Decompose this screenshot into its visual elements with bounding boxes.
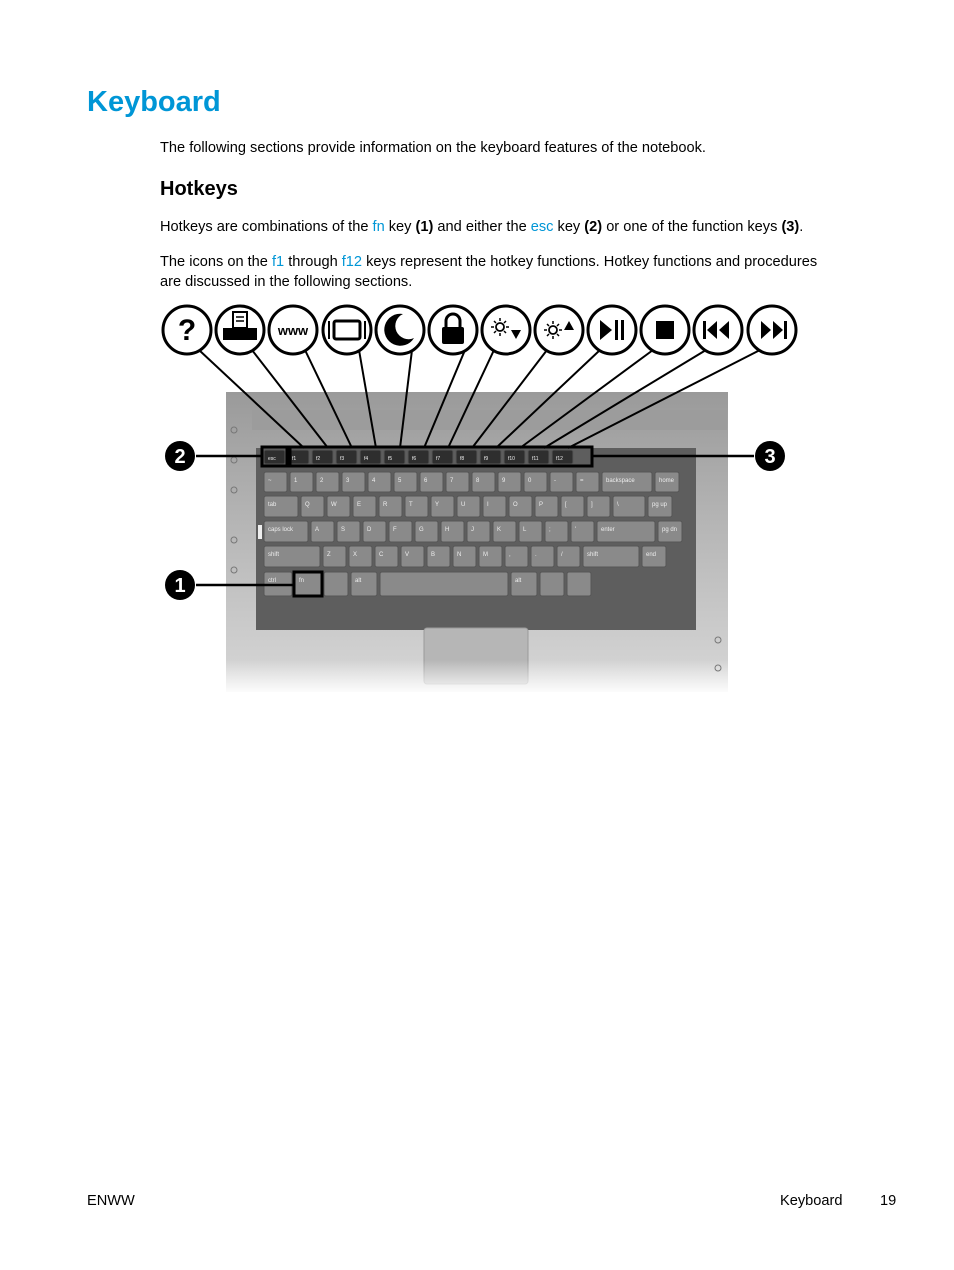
key-label: D — [367, 527, 372, 533]
key-label: home — [659, 478, 675, 484]
key-label: alt — [355, 578, 362, 584]
key-r — [379, 496, 402, 517]
callout-1-label: 1 — [174, 575, 186, 597]
key-n — [453, 546, 476, 567]
key-label: A — [315, 527, 320, 533]
key-label: f2 — [316, 456, 321, 462]
key-label: 5 — [398, 478, 402, 484]
key-- — [561, 496, 584, 517]
key-shift — [583, 546, 639, 567]
key-- — [587, 496, 610, 517]
key-f10 — [504, 450, 525, 464]
key-3 — [342, 472, 365, 492]
key-label: R — [383, 502, 388, 508]
key-label: tab — [268, 502, 277, 508]
key-f2 — [312, 450, 333, 464]
key-label: pg dn — [662, 527, 678, 533]
www-icon — [269, 306, 317, 354]
key-alt — [351, 572, 377, 596]
key-- — [550, 472, 573, 492]
key-f7 — [432, 450, 453, 464]
key-s — [337, 521, 360, 542]
key-label: f12 — [556, 456, 563, 462]
key-f — [389, 521, 412, 542]
key-label: = — [580, 478, 584, 484]
key-label: P — [539, 502, 544, 508]
key-f6 — [408, 450, 429, 464]
previous-track-icon — [694, 306, 742, 354]
key-shift — [264, 546, 320, 567]
key-label: / — [561, 552, 563, 558]
footer-section-title: Keyboard — [780, 1193, 843, 1209]
key-7 — [446, 472, 469, 492]
key-label: end — [646, 552, 657, 558]
key-label: 3 — [346, 478, 350, 484]
hotkey-icons — [163, 306, 796, 354]
key-a — [311, 521, 334, 542]
key-label: ; — [549, 527, 551, 533]
key-label: shift — [587, 552, 599, 558]
key-label: \ — [617, 502, 619, 508]
key-label: S — [341, 527, 346, 533]
key-f9 — [480, 450, 501, 464]
key-label: ' — [575, 527, 577, 533]
key-d — [363, 521, 386, 542]
callout-ref-1: (1) — [415, 219, 434, 235]
text-segment: or one of the function keys — [602, 219, 782, 235]
f12-link[interactable]: f12 — [341, 254, 363, 270]
key-x — [349, 546, 372, 567]
key-w — [327, 496, 350, 517]
key-label: J — [471, 527, 474, 533]
key-- — [264, 472, 287, 492]
f1-link[interactable]: f1 — [271, 254, 285, 270]
key-label: M — [483, 552, 488, 558]
key-- — [613, 496, 645, 517]
key-label: K — [497, 527, 502, 533]
key-label: enter — [601, 527, 615, 533]
key-2 — [316, 472, 339, 492]
key-f4 — [360, 450, 381, 464]
key-enter — [597, 521, 655, 542]
key-1 — [290, 472, 313, 492]
key-- — [571, 521, 594, 542]
key-label: 9 — [502, 478, 506, 484]
key-label: X — [353, 552, 358, 558]
key-label: f9 — [484, 456, 489, 462]
key-label: V — [405, 552, 410, 558]
key-label: 2 — [320, 478, 324, 484]
key-label: E — [357, 502, 362, 508]
key-9 — [498, 472, 521, 492]
key-- — [505, 546, 528, 567]
key-6 — [420, 472, 443, 492]
key-label: f7 — [436, 456, 441, 462]
key-m — [479, 546, 502, 567]
key-fn — [295, 572, 321, 596]
text-segment: The icons on the — [160, 254, 272, 270]
key-l — [519, 521, 542, 542]
key-8 — [472, 472, 495, 492]
key-4 — [368, 472, 391, 492]
key-label: f11 — [532, 456, 539, 462]
key-label: alt — [515, 578, 522, 584]
key-label: f4 — [364, 456, 369, 462]
key-label: ~ — [268, 478, 272, 484]
key-y — [431, 496, 454, 517]
text-segment: . — [799, 219, 804, 235]
hotkeys-paragraph — [160, 218, 803, 237]
key-p — [535, 496, 558, 517]
key-blank — [380, 572, 508, 596]
key-z — [323, 546, 346, 567]
text-segment: keys represent the hotkey functions. Hotkey functions and procedures are discussed in the following sections. — [160, 254, 818, 290]
key-f5 — [384, 450, 405, 464]
key-label: f3 — [340, 456, 345, 462]
key-label: f10 — [508, 456, 515, 462]
key-label: . — [535, 552, 537, 558]
key-0 — [524, 472, 547, 492]
intro-paragraph: The following sections provide information on the keyboard features of the notebook. — [160, 140, 706, 156]
brightness-up-icon — [535, 306, 583, 354]
key-- — [557, 546, 580, 567]
key-label: 0 — [528, 478, 532, 484]
key-j — [467, 521, 490, 542]
key-label: B — [431, 552, 436, 558]
callout-ref-2: (2) — [584, 219, 603, 235]
key-label: H — [445, 527, 450, 533]
play-pause-icon — [588, 306, 636, 354]
callout-ref-3: (3) — [781, 219, 800, 235]
key-- — [531, 546, 554, 567]
key-label: f5 — [388, 456, 393, 462]
key-h — [441, 521, 464, 542]
key-home — [655, 472, 679, 492]
key-label: C — [379, 552, 384, 558]
esc-link[interactable]: esc — [530, 219, 554, 235]
key-v — [401, 546, 424, 567]
key-label: 7 — [450, 478, 454, 484]
key-caps-lock — [264, 521, 308, 542]
callout-3-label: 3 — [764, 446, 776, 468]
brightness-down-icon — [482, 306, 530, 354]
key-alt — [511, 572, 537, 596]
key-label: I — [487, 502, 489, 508]
key-label: Q — [305, 502, 310, 508]
key-label: Z — [327, 552, 331, 558]
text-segment: key — [384, 219, 416, 235]
footer-left: ENWW — [87, 1193, 135, 1209]
key-- — [576, 472, 599, 492]
key-backspace — [602, 472, 652, 492]
key-label: U — [461, 502, 466, 508]
key-label: 8 — [476, 478, 480, 484]
key-label: fn — [299, 578, 305, 584]
laptop-deck — [226, 392, 728, 695]
key-b — [427, 546, 450, 567]
text-segment: key — [553, 219, 585, 235]
key-blank — [324, 572, 348, 596]
svg-text:?: ? — [177, 314, 197, 347]
key-pg-dn — [658, 521, 682, 542]
key-label: caps lock — [268, 527, 294, 533]
key-5 — [394, 472, 417, 492]
stop-icon — [641, 306, 689, 354]
print-icon — [216, 306, 264, 354]
key-u — [457, 496, 480, 517]
key-label: f6 — [412, 456, 417, 462]
lock-icon — [429, 306, 477, 354]
key-label: N — [457, 552, 462, 558]
text-segment: through — [284, 254, 342, 270]
key-label: f1 — [292, 456, 297, 462]
key-label: T — [409, 502, 413, 508]
text-segment: and either the — [433, 219, 531, 235]
key-f8 — [456, 450, 477, 464]
text-segment: Hotkeys are combinations of the — [160, 219, 373, 235]
sleep-icon — [376, 306, 424, 354]
key-label: f8 — [460, 456, 465, 462]
key-label: O — [513, 502, 518, 508]
key-c — [375, 546, 398, 567]
key-q — [301, 496, 324, 517]
key-label: backspace — [606, 478, 635, 484]
key-t — [405, 496, 428, 517]
key-label: , — [509, 552, 511, 558]
page-number: 19 — [880, 1193, 897, 1209]
keyboard-figure — [160, 300, 810, 695]
key-f11 — [528, 450, 549, 464]
key-label: pg up — [652, 502, 668, 508]
key-i — [483, 496, 506, 517]
key-esc — [264, 450, 285, 464]
key-label: [ — [565, 502, 567, 508]
key-f3 — [336, 450, 357, 464]
key-label: G — [419, 527, 424, 533]
key-g — [415, 521, 438, 542]
key-label: ctrl — [268, 578, 276, 584]
icons-paragraph — [160, 252, 820, 292]
key-label: shift — [268, 552, 280, 558]
key-label: 1 — [294, 478, 298, 484]
key-f12 — [552, 450, 573, 464]
key-label: 6 — [424, 478, 428, 484]
next-track-icon — [748, 306, 796, 354]
key-blank — [567, 572, 591, 596]
display-switch-icon — [323, 306, 371, 354]
key-end — [642, 546, 666, 567]
key-pg-up — [648, 496, 672, 517]
callout-2-label: 2 — [174, 446, 186, 468]
key-label: F — [393, 527, 397, 533]
key-label: - — [554, 478, 556, 484]
key-label: Y — [435, 502, 440, 508]
help-icon — [163, 306, 211, 354]
key-- — [545, 521, 568, 542]
key-o — [509, 496, 532, 517]
key-k — [493, 521, 516, 542]
key-label: W — [331, 502, 337, 508]
key-e — [353, 496, 376, 517]
key-label: ] — [591, 502, 593, 508]
key-blank — [540, 572, 564, 596]
page-title: Keyboard — [87, 86, 221, 118]
key-label: 4 — [372, 478, 376, 484]
key-label: L — [523, 527, 527, 533]
svg-text:www: www — [277, 323, 309, 338]
key-label: esc — [268, 456, 276, 462]
fn-link[interactable]: fn — [372, 219, 385, 235]
section-heading-hotkeys: Hotkeys — [160, 178, 238, 200]
key-tab — [264, 496, 298, 517]
